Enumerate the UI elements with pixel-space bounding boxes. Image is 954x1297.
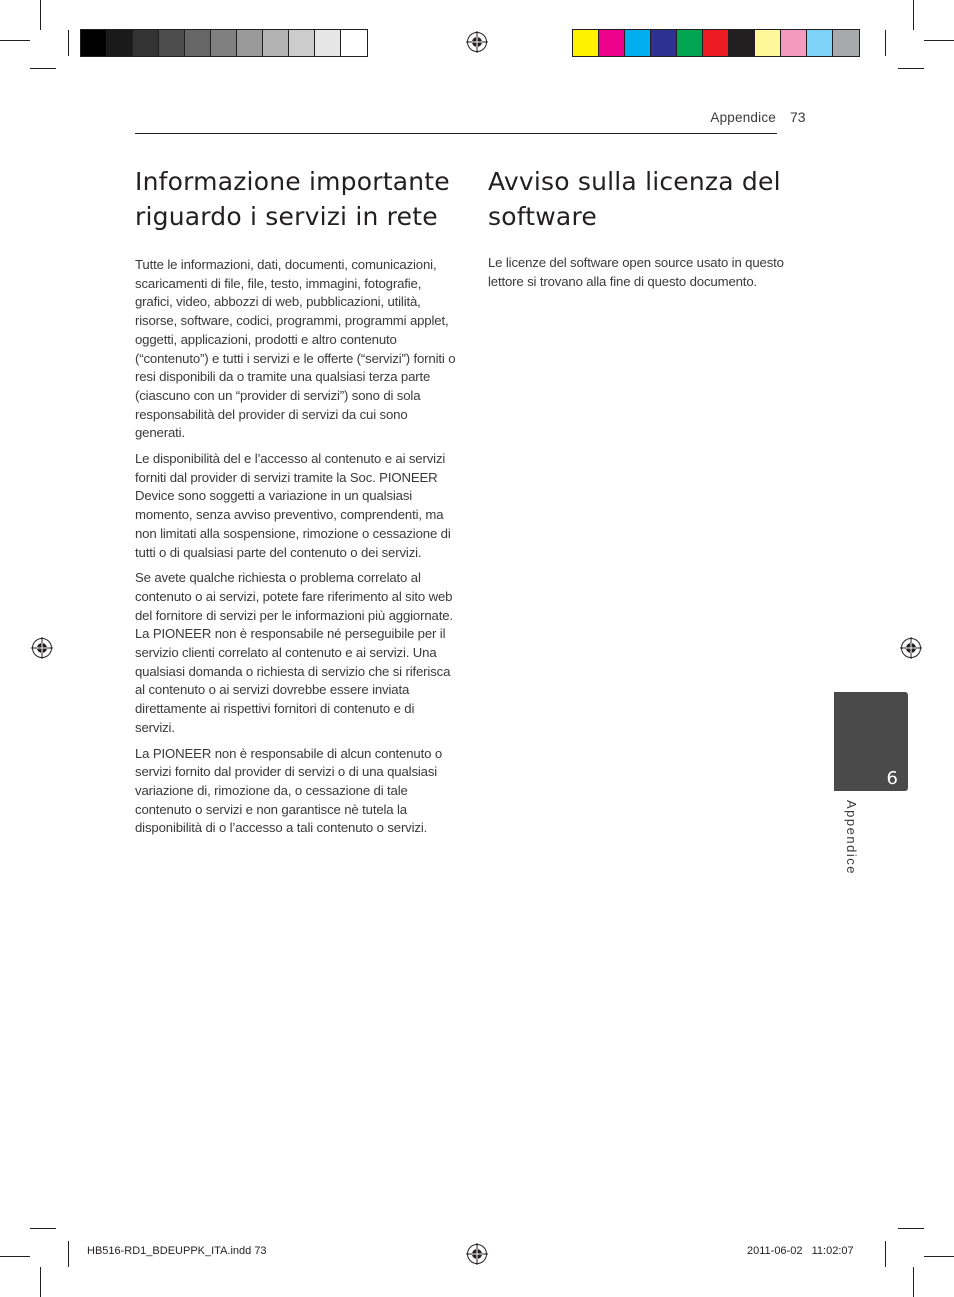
crop-mark	[885, 1241, 886, 1267]
color-swatch	[703, 30, 729, 56]
paragraph: Le licenze del software open source usato in questo lettore si trovano alla fine di questo documento.	[488, 255, 784, 289]
crop-mark	[913, 1267, 914, 1297]
paragraph: Tutte le informazioni, dati, documenti, comunicazioni, scaricamenti di file, file, testo, immagini, fotografie, grafici, video, abbozzi di web, pubblicazioni, utilità, risorse, software, codici, programmi, programmi applet, oggetti, applicazioni, prodotti e altro contenuto (“contenuto”) e tutti i servizi e le offerte (“servizi”) forniti o resi disponibili da o tramite una qualsiasi terza parte (ciascuno con un “provider di servizi”) sono di sola responsabilità del provider di servizi da cui sono generati.	[135, 257, 456, 441]
color-swatch	[651, 30, 677, 56]
section-title-software-license: Avviso sulla licenza del software	[488, 167, 781, 231]
registration-mark-icon	[900, 637, 922, 659]
paragraph: Le disponibilità del e l’accesso al contenuto e ai servizi forniti dal provider di servizi tramite la Soc. PIONEER Device sono soggetti a variazione in un qualsiasi momento, senza avviso preventivo, comprendenti, ma non limitati alla sospensione, rimozione o cessazione di tutti o di qualsiasi parte del contenuto o dei servizi.	[135, 451, 451, 560]
color-swatch	[237, 30, 263, 56]
color-swatch	[573, 30, 599, 56]
grayscale-color-bar	[80, 29, 368, 57]
color-swatch	[341, 30, 367, 56]
chapter-number: 6	[886, 768, 898, 789]
header-rule	[135, 133, 777, 134]
crop-mark	[924, 1256, 954, 1257]
registration-mark-icon	[466, 31, 488, 53]
network-services-body	[135, 256, 457, 838]
color-swatch	[807, 30, 833, 56]
color-swatch	[729, 30, 755, 56]
footer-file-info: HB516-RD1_BDEUPPK_ITA.indd 73	[87, 1245, 267, 1257]
color-swatch	[263, 30, 289, 56]
color-swatch	[833, 30, 859, 56]
crop-mark	[898, 1228, 924, 1229]
crop-mark	[40, 1267, 41, 1297]
crop-mark	[68, 1241, 69, 1267]
color-swatch	[211, 30, 237, 56]
crop-mark	[0, 40, 30, 41]
right-column	[488, 164, 818, 298]
process-color-bar	[572, 29, 860, 57]
paragraph: La PIONEER non è responsabile di alcun contenuto o servizi fornito dal provider di servizi o di una qualsiasi variazione di, rimozione da, o cessazione di tale contenuto o servizi e non garantisce nè tutela la disponibilità di o l’accesso a tali contenuto o servizi.	[135, 745, 443, 836]
footer-timestamp: 2011-06-02 11:02:07	[747, 1245, 854, 1257]
software-license-body	[488, 254, 818, 291]
color-swatch	[107, 30, 133, 56]
section-title-network-services: Informazione importante riguardo i servizi in rete	[135, 167, 450, 231]
color-swatch	[755, 30, 781, 56]
color-swatch	[315, 30, 341, 56]
color-swatch	[599, 30, 625, 56]
crop-mark	[913, 0, 914, 30]
crop-mark	[898, 68, 924, 69]
color-swatch	[159, 30, 185, 56]
crop-mark	[40, 0, 41, 30]
paragraph: Se avete qualche richiesta o problema correlato al contenuto o ai servizi, potete fare riferimento al sito web del fornitore di servizi per le informazioni più aggiornate. La PIONEER non è responsabile né perseguibile per il servizio clienti correlato al contenuto e ai servizi. Una qualsiasi domanda o richiesta di servizio che si riferisca al contenuto o ai servizi dovrebbe essere inviata direttamente ai rispettivi fornitori di contenuto e di servizi.	[135, 570, 453, 735]
page-number: 73	[790, 109, 806, 125]
color-swatch	[185, 30, 211, 56]
chapter-tab	[834, 692, 908, 791]
crop-mark	[924, 40, 954, 41]
color-swatch	[781, 30, 807, 56]
crop-mark	[0, 1256, 30, 1257]
running-header-section: Appendice	[710, 110, 776, 125]
crop-mark	[885, 30, 886, 56]
color-swatch	[81, 30, 107, 56]
registration-mark-icon	[31, 637, 53, 659]
color-swatch	[625, 30, 651, 56]
color-swatch	[289, 30, 315, 56]
left-column	[135, 164, 457, 845]
color-swatch	[133, 30, 159, 56]
registration-mark-icon	[466, 1243, 488, 1265]
chapter-side-label: Appendice	[844, 800, 859, 875]
crop-mark	[30, 1228, 56, 1229]
color-swatch	[677, 30, 703, 56]
crop-mark	[68, 30, 69, 56]
crop-mark	[30, 68, 56, 69]
